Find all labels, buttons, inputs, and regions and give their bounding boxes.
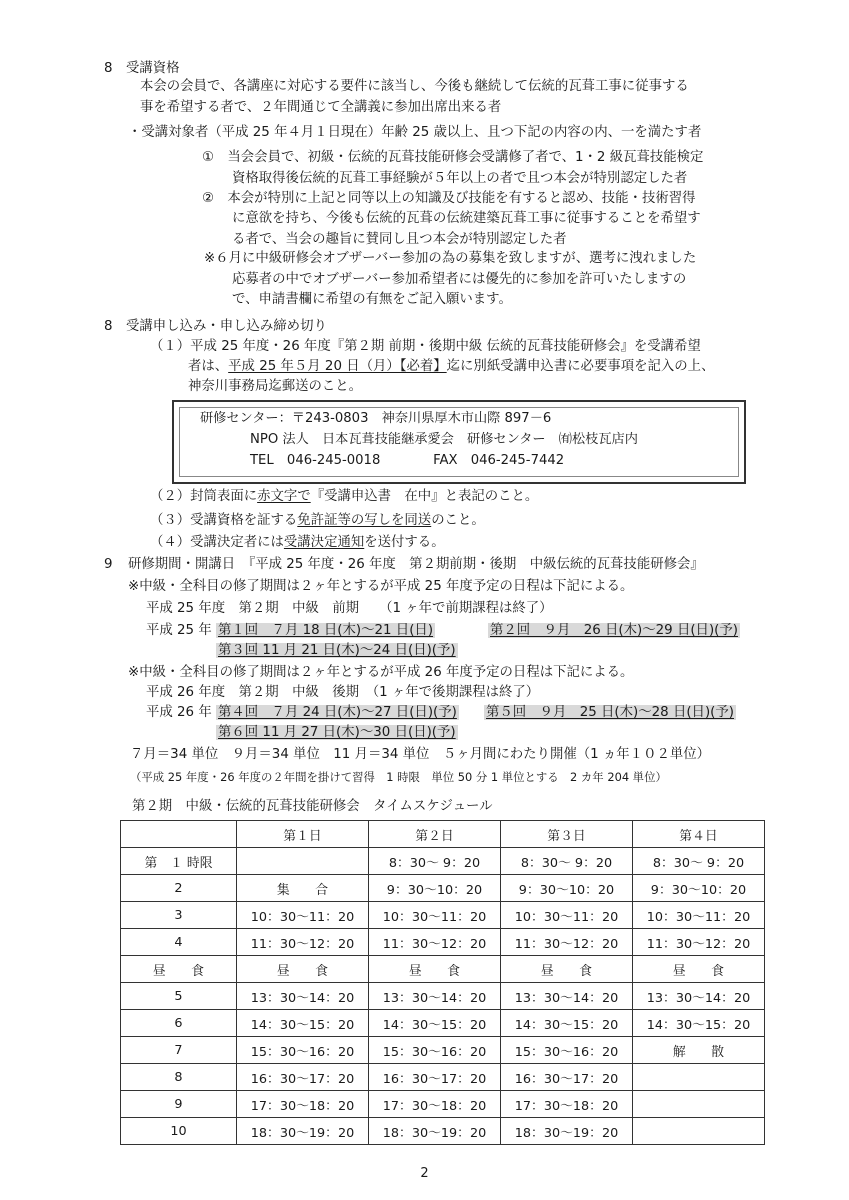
table-row xyxy=(121,875,765,902)
fy25-prefix: 平成 25 年 xyxy=(146,623,212,638)
time-cell: 集 合 xyxy=(237,875,369,902)
time-cell: 16：30～17：20 xyxy=(501,1064,633,1091)
fy26-session4-wrap xyxy=(216,704,459,722)
time-cell: 昼 食 xyxy=(237,956,369,983)
time-cell: 16：30～17：20 xyxy=(369,1064,501,1091)
fy25-session1-wrap xyxy=(216,622,435,640)
section-8a-title: 受講資格 xyxy=(126,61,180,76)
period-cell: 昼 食 xyxy=(121,956,237,983)
section-8a-line2: 事を希望する者で、２年間通じて全講義に参加出席出来る者 xyxy=(140,100,502,115)
apply-p1c: 神奈川事務局迄郵送のこと。 xyxy=(188,379,363,394)
time-cell: 9：30～10：20 xyxy=(369,875,501,902)
eligibility-item2a: ② 本会が特別に上記と同等以上の知識及び技能を有すると認め、技能・技術習得 xyxy=(202,191,696,206)
fy26-session5: 第５回 ９月 25 日(木)～28 日(日)(予) xyxy=(486,705,735,720)
fy25-header: 平成 25 年度 第２期 中級 前期 （1 ヶ年で前期課程は終了） xyxy=(146,601,553,616)
units-note: （平成 25 年度・26 年度の２年間を掛けて習得 1 時限 単位 50 分 1 単位とする 2 カ年 204 単位） xyxy=(130,770,667,784)
fy25-session3-wrap xyxy=(216,642,458,660)
eligibility-line: ・受講対象者（平成 25 年４月１日現在）年齢 25 歳以上、且つ下記の内容の内、一を満たす者 xyxy=(128,125,702,140)
fy26-session4: 第４回 ７月 24 日(木)～27 日(日)(予) xyxy=(218,705,457,720)
observer-note1: ※６月に中級研修会オブザーバー参加の為の募集を致しますが、選考に洩れました xyxy=(204,251,697,266)
time-cell: 9：30～10：20 xyxy=(501,875,633,902)
schedule-table xyxy=(120,820,765,1145)
apply-p1a: （１）平成 25 年度・26 年度『第２期 前期・後期中級 伝統的瓦葺技能研修会』を受講希望 xyxy=(150,339,701,354)
period-cell: 8 xyxy=(121,1064,237,1091)
time-cell: 18：30～19：20 xyxy=(501,1118,633,1145)
table-header-row xyxy=(121,821,765,848)
units-line: ７月＝34 単位 ９月＝34 単位 11 月＝34 単位 ５ヶ月間にわたり開催（1 ヵ年１０２単位） xyxy=(130,747,711,762)
table-row xyxy=(121,848,765,875)
apply-p4-pre: （４）受講決定者には xyxy=(150,535,284,550)
period-note2: ※中級・全科目の修了期間は２ヶ年とするが平成 26 年度予定の日程は下記による。 xyxy=(128,665,634,680)
fy25-session2: 第２回 ９月 26 日(木)～29 日(日)(予) xyxy=(490,623,739,638)
time-cell: 17：30～18：20 xyxy=(501,1091,633,1118)
apply-p3-post: のこと。 xyxy=(431,513,485,528)
apply-p2 xyxy=(150,488,538,506)
time-cell: 11：30～12：20 xyxy=(237,929,369,956)
eligibility-item1b: 資格取得後伝統的瓦葺工事経験が５年以上の者で且つ本会が特別認定した者 xyxy=(232,171,688,186)
fy26-prefix: 平成 26 年 xyxy=(146,705,212,720)
time-cell: 18：30～19：20 xyxy=(369,1118,501,1145)
eligibility-item2c: る者で、当会の趣旨に賛同し且つ本会が特別認定した者 xyxy=(232,232,567,247)
period-cell: 第 １ 時限 xyxy=(121,848,237,875)
table-row xyxy=(121,1037,765,1064)
observer-note3: で、申請書欄に希望の有無をご記入願います。 xyxy=(232,292,512,307)
apply-p3-pre: （３）受講資格を証する xyxy=(150,513,298,528)
section-8a-number: 8 xyxy=(104,61,113,76)
schedule-title: 第２期 中級・伝統的瓦葺技能研修会 タイムスケジュール xyxy=(132,799,493,814)
table-row xyxy=(121,902,765,929)
apply-p3-emph: 免許証等の写しを同送 xyxy=(297,513,432,528)
time-cell: 11：30～12：20 xyxy=(633,929,765,956)
eligibility-item2b: に意欲を持ち、今後も伝統的瓦葺の伝統建築瓦葺工事に従事することを希望す xyxy=(232,211,701,226)
fy26-session5-wrap xyxy=(484,704,736,722)
time-cell: 15：30～16：20 xyxy=(237,1037,369,1064)
time-cell: 8：30～ 9：20 xyxy=(501,848,633,875)
time-cell: 解 散 xyxy=(633,1037,765,1064)
period-cell: 10 xyxy=(121,1118,237,1145)
apply-p1b-post: 迄に別紙受講申込書に必要事項を記入の上、 xyxy=(446,359,715,374)
time-cell: 13：30～14：20 xyxy=(501,983,633,1010)
table-row xyxy=(121,956,765,983)
time-cell: 14：30～15：20 xyxy=(501,1010,633,1037)
time-cell: 昼 食 xyxy=(501,956,633,983)
time-cell: 15：30～16：20 xyxy=(369,1037,501,1064)
time-cell xyxy=(237,848,369,875)
time-cell: 16：30～17：20 xyxy=(237,1064,369,1091)
time-cell: 昼 食 xyxy=(633,956,765,983)
time-cell: 8：30～ 9：20 xyxy=(369,848,501,875)
time-cell: 9：30～10：20 xyxy=(633,875,765,902)
table-row xyxy=(121,1010,765,1037)
period-cell: 5 xyxy=(121,983,237,1010)
address-line1: 研修センター：〒243-0803 神奈川県厚木市山際 897－6 xyxy=(200,411,552,426)
time-cell: 13：30～14：20 xyxy=(369,983,501,1010)
fy26-session6: 第６回 11 月 27 日(木)～30 日(日)(予) xyxy=(218,725,456,740)
section-9-title: 研修期間・開講日 『平成 25 年度・26 年度 第２期前期・後期 中級伝統的瓦葺技能研修会』 xyxy=(128,557,704,572)
fy25-session3: 第３回 11 月 21 日(木)～24 日(日)(予) xyxy=(218,643,456,658)
time-cell: 10：30～11：20 xyxy=(633,902,765,929)
table-row xyxy=(121,929,765,956)
deadline: 平成 25 年５月 20 日（月）【必着】 xyxy=(228,359,447,374)
table-header-cell: 第４日 xyxy=(633,821,765,848)
time-cell: 17：30～18：20 xyxy=(369,1091,501,1118)
table-row xyxy=(121,983,765,1010)
apply-p2-pre: （２）封筒表面に xyxy=(150,489,258,504)
time-cell: 14：30～15：20 xyxy=(237,1010,369,1037)
fy25-session1: 第１回 ７月 18 日(木)～21 日(日) xyxy=(218,623,434,638)
time-cell xyxy=(633,1091,765,1118)
table-row xyxy=(121,1091,765,1118)
address-line2: NPO 法人 日本瓦葺技能継承愛会 研修センター ㈲松枝瓦店内 xyxy=(250,432,638,447)
apply-p2-post: 『受講申込書 在中』と表記のこと。 xyxy=(310,489,539,504)
time-cell: 13：30～14：20 xyxy=(237,983,369,1010)
period-cell: 3 xyxy=(121,902,237,929)
apply-p3 xyxy=(150,512,485,530)
apply-p2-emph: 赤文字で xyxy=(257,489,311,504)
table-header-cell: 第１日 xyxy=(237,821,369,848)
table-header-cell: 第３日 xyxy=(501,821,633,848)
period-cell: 4 xyxy=(121,929,237,956)
time-cell: 17：30～18：20 xyxy=(237,1091,369,1118)
table-row xyxy=(121,1064,765,1091)
time-cell xyxy=(633,1118,765,1145)
time-cell: 13：30～14：20 xyxy=(633,983,765,1010)
apply-p4 xyxy=(150,534,445,552)
time-cell: 11：30～12：20 xyxy=(501,929,633,956)
fy26-session6-wrap xyxy=(216,724,458,742)
period-cell: 2 xyxy=(121,875,237,902)
page-number: 2 xyxy=(420,1166,429,1181)
time-cell: 昼 食 xyxy=(369,956,501,983)
period-cell: 6 xyxy=(121,1010,237,1037)
section-8b-title: 受講申し込み・申し込み締め切り xyxy=(126,319,327,334)
observer-note2: 応募者の中でオブザーバー参加希望者には優先的に参加を許可いたしますの xyxy=(232,272,687,287)
time-cell: 14：30～15：20 xyxy=(369,1010,501,1037)
time-cell xyxy=(633,1064,765,1091)
apply-p4-post: を送付する。 xyxy=(364,535,445,550)
section-8b-number: 8 xyxy=(104,319,113,334)
time-cell: 15：30～16：20 xyxy=(501,1037,633,1064)
time-cell: 10：30～11：20 xyxy=(501,902,633,929)
period-cell: 7 xyxy=(121,1037,237,1064)
eligibility-item1a: ① 当会会員で、初級・伝統的瓦葺技能研修会受講修了者で、1・2 級瓦葺技能検定 xyxy=(202,150,704,165)
fy26-header: 平成 26 年度 第２期 中級 後期 （1 ヶ年で後期課程は終了） xyxy=(146,685,540,700)
apply-p4-emph: 受講決定通知 xyxy=(283,535,365,550)
section-8a-line1: 本会の会員で、各講座に対応する要件に該当し、今後も継続して伝統的瓦葺工事に従事する xyxy=(140,79,689,94)
section-9-number: 9 xyxy=(104,557,113,572)
time-cell: 10：30～11：20 xyxy=(369,902,501,929)
time-cell: 18：30～19：20 xyxy=(237,1118,369,1145)
fy25-session2-wrap xyxy=(488,622,740,640)
time-cell: 8：30～ 9：20 xyxy=(633,848,765,875)
period-cell: 9 xyxy=(121,1091,237,1118)
time-cell: 10：30～11：20 xyxy=(237,902,369,929)
table-row xyxy=(121,1118,765,1145)
period-note1: ※中級・全科目の修了期間は２ヶ年とするが平成 25 年度予定の日程は下記による。 xyxy=(128,579,634,594)
table-header-cell xyxy=(121,821,237,848)
table-header-cell: 第２日 xyxy=(369,821,501,848)
address-box xyxy=(172,400,746,484)
apply-p1b-pre: 者は、 xyxy=(188,359,229,374)
address-line3: TEL 046-245-0018 FAX 046-245-7442 xyxy=(250,453,565,468)
time-cell: 14：30～15：20 xyxy=(633,1010,765,1037)
time-cell: 11：30～12：20 xyxy=(369,929,501,956)
apply-p1b xyxy=(188,358,714,376)
